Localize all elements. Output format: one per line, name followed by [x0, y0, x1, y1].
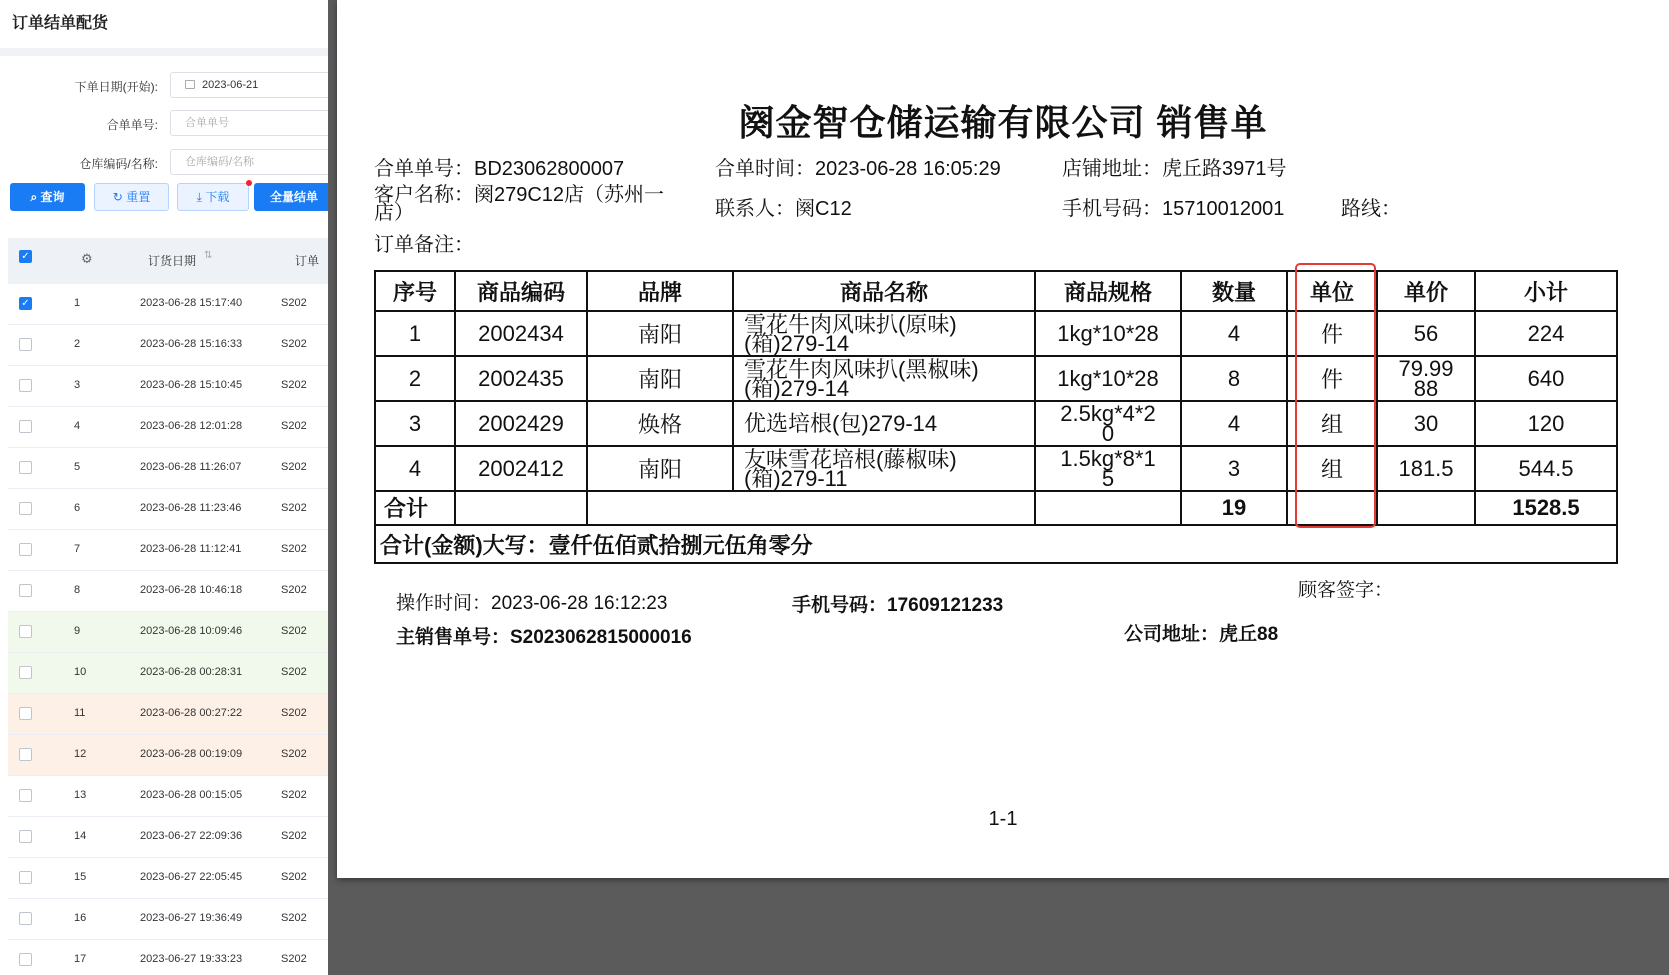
row-index: 11 — [74, 707, 86, 719]
item-spec-line1: 1kg*10*28 — [1057, 320, 1159, 346]
row-order-date: 2023-06-27 19:36:49 — [140, 912, 243, 924]
item-code: 2002429 — [455, 401, 587, 446]
page-number: 1-1 — [988, 808, 1018, 830]
row-order-date: 2023-06-28 10:46:18 — [140, 584, 243, 596]
page-title: 订单结单配货 — [12, 15, 109, 32]
row-checkbox[interactable] — [19, 871, 32, 884]
table-row[interactable] — [8, 776, 328, 817]
query-button-label: 查询 — [40, 190, 65, 204]
row-index: 16 — [74, 912, 87, 924]
table-row[interactable] — [8, 653, 328, 694]
item-seq: 4 — [375, 446, 455, 491]
item-price-line1: 181.5 — [1398, 455, 1454, 481]
column-header: 品牌 — [587, 271, 733, 311]
item-price — [1377, 356, 1475, 401]
row-order-no: S202 — [281, 912, 307, 924]
row-index: 15 — [74, 871, 87, 883]
download-icon: ⤓ — [196, 190, 206, 204]
item-qty: 8 — [1181, 356, 1287, 401]
total-empty — [455, 491, 587, 525]
row-index: 13 — [74, 789, 87, 801]
row-order-date: 2023-06-27 19:33:23 — [140, 953, 243, 965]
column-header: 单价 — [1377, 271, 1475, 311]
item-name-line2: (箱)279-14 — [744, 375, 850, 401]
customer-name — [374, 186, 664, 222]
row-order-date: 2023-06-28 11:12:41 — [140, 543, 242, 555]
total-amount: 1528.5 — [1475, 491, 1617, 525]
reset-button-label: 重置 — [126, 190, 151, 204]
item-subtotal: 544.5 — [1475, 446, 1617, 491]
row-order-no: S202 — [281, 543, 307, 555]
total-empty — [1035, 491, 1181, 525]
row-order-no: S202 — [281, 502, 307, 514]
row-order-date: 2023-06-28 11:26:07 — [140, 461, 242, 473]
item-qty: 3 — [1181, 446, 1287, 491]
item-code: 2002434 — [455, 311, 587, 356]
item-unit: 组 — [1287, 401, 1377, 446]
customer-phone: 手机号码：15710012001 — [1062, 198, 1285, 220]
item-name — [733, 401, 1035, 446]
item-price — [1377, 446, 1475, 491]
row-index: 2 — [74, 338, 81, 350]
line-item-row — [375, 356, 1617, 401]
order-settlement-panel — [0, 0, 328, 975]
table-row[interactable] — [8, 407, 328, 448]
row-order-date: 2023-06-28 11:23:46 — [140, 502, 242, 514]
item-name-line2: (箱)279-11 — [744, 465, 848, 491]
settings-icon[interactable]: ⚙ — [81, 251, 93, 266]
row-order-date: 2023-06-28 00:28:31 — [140, 666, 243, 678]
row-index: 7 — [74, 543, 81, 555]
item-subtotal: 640 — [1475, 356, 1617, 401]
item-name-line1: 友味雪花培根(藤椒味) — [744, 446, 957, 472]
item-code: 2002435 — [455, 356, 587, 401]
item-name-line1: 优选培根(包)279-14 — [744, 411, 938, 436]
row-order-date: 2023-06-28 15:10:45 — [140, 379, 243, 391]
column-header: 商品规格 — [1035, 271, 1181, 311]
main-sales-order-no: 主销售单号：S2023062815000016 — [396, 627, 692, 648]
row-index: 1 — [74, 297, 81, 309]
table-row[interactable] — [8, 694, 328, 735]
divider — [0, 48, 328, 56]
row-checkbox[interactable] — [19, 789, 32, 802]
item-price-line1: 30 — [1413, 410, 1439, 436]
line-item-row — [375, 401, 1617, 446]
total-empty — [587, 491, 1035, 525]
table-row[interactable] — [8, 899, 328, 940]
row-checkbox[interactable] — [19, 338, 32, 351]
total-empty — [1377, 491, 1475, 525]
row-checkbox[interactable] — [19, 379, 32, 392]
row-index: 10 — [74, 666, 87, 678]
item-price-line2: 88 — [1413, 375, 1439, 401]
table-row[interactable] — [8, 448, 328, 489]
item-spec — [1035, 446, 1181, 491]
table-row[interactable] — [8, 735, 328, 776]
table-row[interactable] — [8, 571, 328, 612]
column-header: 商品名称 — [733, 271, 1035, 311]
warehouse-input[interactable]: 仓库编码/名称 — [170, 149, 328, 175]
column-header: 小计 — [1475, 271, 1617, 311]
search-icon: ⌕ — [30, 190, 41, 204]
notification-dot — [246, 180, 252, 186]
item-unit: 组 — [1287, 446, 1377, 491]
row-checkbox[interactable] — [19, 748, 32, 761]
row-checkbox[interactable] — [19, 953, 32, 966]
row-order-no: S202 — [281, 748, 307, 760]
item-brand: 焕格 — [587, 401, 733, 446]
amount-in-words: 合计(金额)大写：壹仟伍佰贰拾捌元伍角零分 — [375, 525, 1617, 563]
item-name — [733, 311, 1035, 356]
row-order-date: 2023-06-28 00:27:22 — [140, 707, 243, 719]
row-order-date: 2023-06-28 00:15:05 — [140, 789, 243, 801]
row-order-date: 2023-06-28 12:01:28 — [140, 420, 243, 432]
download-button-label: 下载 — [205, 190, 230, 204]
row-checkbox[interactable] — [19, 502, 32, 515]
item-spec-line2: 0 — [1101, 420, 1115, 446]
item-price — [1377, 311, 1475, 356]
row-index: 17 — [74, 953, 87, 965]
total-qty: 19 — [1181, 491, 1287, 525]
item-price-line1: 56 — [1413, 320, 1439, 346]
filter-warehouse — [0, 149, 328, 177]
line-items-body — [375, 311, 1617, 491]
merge-no-input[interactable]: 合单单号 — [170, 110, 328, 136]
row-order-date: 2023-06-27 22:05:45 — [140, 871, 243, 883]
company-address: 公司地址：虎丘88 — [1124, 624, 1279, 645]
item-name-line2: (箱)279-14 — [744, 330, 850, 356]
row-checkbox[interactable] — [19, 461, 32, 474]
item-spec — [1035, 311, 1181, 356]
contact-person: 联系人：阕C12 — [715, 198, 852, 220]
sales-order-preview — [337, 0, 1669, 878]
item-name — [733, 356, 1035, 401]
table-row[interactable] — [8, 858, 328, 899]
table-body — [8, 284, 328, 975]
row-order-no: S202 — [281, 338, 307, 350]
row-checkbox[interactable] — [19, 543, 32, 556]
amount-in-words-row — [375, 525, 1617, 563]
total-row — [375, 491, 1617, 525]
start-date-picker[interactable] — [170, 72, 328, 98]
row-order-date: 2023-06-28 15:17:40 — [140, 297, 243, 309]
filter-start-date — [0, 72, 328, 100]
line-items-header — [375, 271, 1617, 311]
item-seq: 3 — [375, 401, 455, 446]
row-checkbox[interactable]: ✓ — [19, 297, 32, 310]
header-order-date[interactable]: 订货日期 — [148, 254, 197, 268]
store-address: 店铺地址：虎丘路3971号 — [1062, 158, 1287, 180]
line-item-row — [375, 446, 1617, 491]
start-date-label: 下单日期(开始): — [74, 80, 158, 94]
item-unit: 件 — [1287, 356, 1377, 401]
item-unit: 件 — [1287, 311, 1377, 356]
item-name — [733, 446, 1035, 491]
item-price-line1: 79.99 — [1398, 355, 1454, 381]
row-order-no: S202 — [281, 953, 307, 965]
customer-signature: 顾客签字： — [1298, 580, 1394, 601]
item-brand: 南阳 — [587, 356, 733, 401]
column-header: 序号 — [375, 271, 455, 311]
item-spec — [1035, 401, 1181, 446]
row-index: 9 — [74, 625, 81, 637]
operation-time: 操作时间：2023-06-28 16:12:23 — [396, 593, 668, 614]
row-order-date: 2023-06-28 15:16:33 — [140, 338, 243, 350]
row-checkbox[interactable] — [19, 912, 32, 925]
route: 路线： — [1341, 198, 1401, 220]
calendar-icon — [185, 80, 195, 89]
row-index: 14 — [74, 830, 87, 842]
row-order-no: S202 — [281, 830, 307, 842]
item-spec-line1: 1.5kg*8*1 — [1060, 445, 1156, 471]
row-order-no: S202 — [281, 707, 307, 719]
customer-name-line1: 客户名称：阕279C12店（苏州一 — [374, 184, 665, 206]
row-order-no: S202 — [281, 584, 307, 596]
query-button[interactable] — [10, 183, 85, 211]
orders-table — [8, 238, 328, 975]
merge-time: 合单时间：2023-06-28 16:05:29 — [715, 158, 1001, 180]
row-order-no: S202 — [281, 871, 307, 883]
item-spec — [1035, 356, 1181, 401]
merge-order-no: 合单单号：BD23062800007 — [374, 158, 625, 180]
table-row[interactable] — [8, 817, 328, 858]
item-subtotal: 120 — [1475, 401, 1617, 446]
item-subtotal: 224 — [1475, 311, 1617, 356]
row-index: 5 — [74, 461, 81, 473]
row-order-no: S202 — [281, 666, 307, 678]
total-label: 合计 — [375, 491, 455, 525]
refresh-icon: ↻ — [112, 190, 127, 204]
row-checkbox[interactable] — [19, 420, 32, 433]
order-remark: 订单备注： — [374, 234, 474, 256]
table-row[interactable] — [8, 366, 328, 407]
row-checkbox[interactable] — [19, 625, 32, 638]
column-header: 商品编码 — [455, 271, 587, 311]
line-item-row — [375, 311, 1617, 356]
row-index: 12 — [74, 748, 87, 760]
table-row[interactable] — [8, 940, 328, 975]
item-brand: 南阳 — [587, 446, 733, 491]
item-spec-line1: 1kg*10*28 — [1057, 365, 1159, 391]
column-header: 单位 — [1287, 271, 1377, 311]
operator-phone: 手机号码：17609121233 — [792, 595, 1004, 616]
download-button[interactable] — [177, 183, 249, 211]
close-all-orders-button[interactable]: 全量结单 — [254, 183, 328, 211]
row-order-date: 2023-06-27 22:09:36 — [140, 830, 243, 842]
row-order-date: 2023-06-28 00:19:09 — [140, 748, 243, 760]
unit-column-highlight — [1295, 263, 1376, 528]
table-header — [8, 238, 328, 284]
item-price — [1377, 401, 1475, 446]
table-row[interactable] — [8, 612, 328, 653]
start-date-value: 2023-06-21 — [202, 79, 259, 91]
row-order-no: S202 — [281, 297, 307, 309]
row-order-no: S202 — [281, 625, 307, 637]
line-items-table — [374, 270, 1618, 564]
row-index: 6 — [74, 502, 81, 514]
item-qty: 4 — [1181, 311, 1287, 356]
row-index: 8 — [74, 584, 81, 596]
table-row[interactable] — [8, 530, 328, 571]
warehouse-label: 仓库编码/名称: — [79, 157, 158, 171]
table-row[interactable] — [8, 325, 328, 366]
item-seq: 1 — [375, 311, 455, 356]
merge-no-label: 合单单号: — [106, 118, 158, 132]
column-header: 数量 — [1181, 271, 1287, 311]
row-order-date: 2023-06-28 10:09:46 — [140, 625, 243, 637]
item-spec-line1: 2.5kg*4*2 — [1060, 400, 1156, 426]
document-title: 阕金智仓储运输有限公司 销售单 — [738, 102, 1268, 143]
filter-merge-no — [0, 110, 328, 138]
item-qty: 4 — [1181, 401, 1287, 446]
row-checkbox[interactable] — [19, 707, 32, 720]
row-checkbox[interactable] — [19, 830, 32, 843]
sort-icon[interactable]: ⇅ — [204, 250, 213, 261]
header-order-no: 订单 — [295, 254, 320, 268]
item-spec-line2: 5 — [1101, 465, 1115, 491]
row-checkbox[interactable] — [19, 584, 32, 597]
row-index: 3 — [74, 379, 81, 391]
row-index: 4 — [74, 420, 81, 432]
table-row[interactable] — [8, 284, 328, 325]
item-seq: 2 — [375, 356, 455, 401]
row-checkbox[interactable] — [19, 666, 32, 679]
row-order-no: S202 — [281, 420, 307, 432]
item-code: 2002412 — [455, 446, 587, 491]
row-order-no: S202 — [281, 379, 307, 391]
item-name-line1: 雪花牛肉风味扒(原味) — [744, 311, 957, 337]
select-all-checkbox[interactable]: ✓ — [19, 250, 32, 263]
table-row[interactable] — [8, 489, 328, 530]
item-brand: 南阳 — [587, 311, 733, 356]
row-order-no: S202 — [281, 461, 307, 473]
reset-button[interactable] — [94, 183, 169, 211]
customer-name-line2: 店） — [374, 202, 414, 224]
item-name-line1: 雪花牛肉风味扒(黑椒味) — [744, 356, 979, 382]
row-order-no: S202 — [281, 789, 307, 801]
